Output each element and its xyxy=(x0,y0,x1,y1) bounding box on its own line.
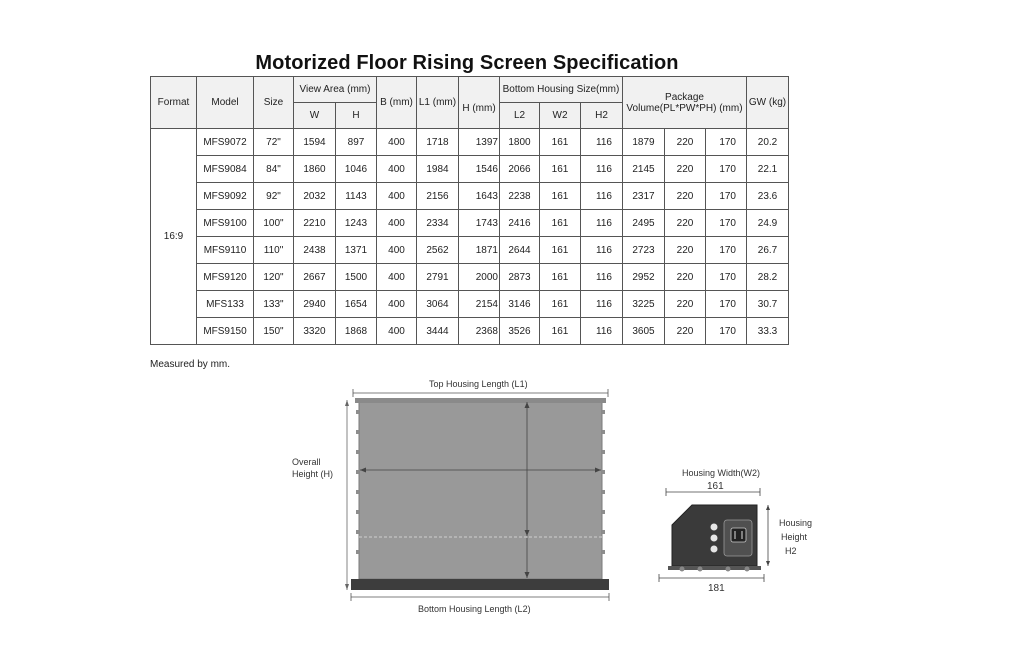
header-w2: W2 xyxy=(540,103,581,129)
w2-cell: 161 xyxy=(540,183,581,210)
b-cell: 400 xyxy=(377,291,417,318)
l1-cell: 3444 xyxy=(417,318,459,345)
model-cell: MFS9084 xyxy=(197,156,254,183)
b-cell: 400 xyxy=(377,318,417,345)
bottom-housing-bar xyxy=(351,579,609,590)
h2-cell: 116 xyxy=(581,237,623,264)
w2-value-label: 161 xyxy=(707,481,724,492)
pw-cell: 220 xyxy=(665,264,706,291)
pl-cell: 1879 xyxy=(623,129,665,156)
header-w: W xyxy=(294,103,336,129)
w2-cell: 161 xyxy=(540,237,581,264)
header-h2: H2 xyxy=(581,103,623,129)
pl-cell: 2145 xyxy=(623,156,665,183)
l1-cell: 1718 xyxy=(417,129,459,156)
housing-side-view xyxy=(659,488,770,582)
header-l1: L1 (mm) xyxy=(417,77,459,129)
pl-cell: 2317 xyxy=(623,183,665,210)
pl-cell: 3225 xyxy=(623,291,665,318)
pw-cell: 220 xyxy=(665,291,706,318)
w2-cell: 161 xyxy=(540,264,581,291)
hh-cell: 1871 xyxy=(459,237,500,264)
format-cell: 16:9 xyxy=(151,129,197,345)
header-size: Size xyxy=(254,77,294,129)
h-cell: 1868 xyxy=(336,318,377,345)
size-cell: 133" xyxy=(254,291,294,318)
housing-height-label-3: H2 xyxy=(785,546,797,556)
ph-cell: 170 xyxy=(706,156,747,183)
header-h-view: H xyxy=(336,103,377,129)
model-cell: MFS9092 xyxy=(197,183,254,210)
model-cell: MFS9120 xyxy=(197,264,254,291)
gw-cell: 28.2 xyxy=(747,264,789,291)
l1-cell: 2334 xyxy=(417,210,459,237)
pl-cell: 2723 xyxy=(623,237,665,264)
w-cell: 1860 xyxy=(294,156,336,183)
pw-cell: 220 xyxy=(665,318,706,345)
size-cell: 100" xyxy=(254,210,294,237)
h2-cell: 116 xyxy=(581,210,623,237)
l2-cell: 3146 xyxy=(500,291,540,318)
ph-cell: 170 xyxy=(706,210,747,237)
gw-cell: 30.7 xyxy=(747,291,789,318)
b-cell: 400 xyxy=(377,156,417,183)
l1-cell: 2791 xyxy=(417,264,459,291)
h2-cell: 116 xyxy=(581,291,623,318)
header-l2: L2 xyxy=(500,103,540,129)
pl-cell: 2952 xyxy=(623,264,665,291)
bottom-housing-label: Bottom Housing Length (L2) xyxy=(418,604,531,614)
pw-cell: 220 xyxy=(665,210,706,237)
hh-cell: 1397 xyxy=(459,129,500,156)
h-cell: 897 xyxy=(336,129,377,156)
hh-cell: 2154 xyxy=(459,291,500,318)
h2-cell: 116 xyxy=(581,156,623,183)
page-title: Motorized Floor Rising Screen Specification xyxy=(255,52,679,74)
power-socket xyxy=(731,528,746,542)
down-button xyxy=(711,546,718,553)
w2-cell: 161 xyxy=(540,156,581,183)
measurement-note: Measured by mm. xyxy=(150,359,231,370)
size-cell: 92" xyxy=(254,183,294,210)
up-button xyxy=(711,524,718,531)
top-housing-bar xyxy=(355,398,606,403)
model-cell: MFS9110 xyxy=(197,237,254,264)
top-housing-label: Top Housing Length (L1) xyxy=(429,379,528,389)
l1-cell: 1984 xyxy=(417,156,459,183)
l2-cell: 2066 xyxy=(500,156,540,183)
ph-cell: 170 xyxy=(706,291,747,318)
l2-cell: 2644 xyxy=(500,237,540,264)
w2-cell: 161 xyxy=(540,291,581,318)
w2-cell: 161 xyxy=(540,210,581,237)
gw-cell: 26.7 xyxy=(747,237,789,264)
stop-button xyxy=(711,535,718,542)
ph-cell: 170 xyxy=(706,264,747,291)
bottom-value-label: 181 xyxy=(708,583,725,594)
b-cell: 400 xyxy=(377,129,417,156)
b-cell: 400 xyxy=(377,264,417,291)
hh-cell: 1546 xyxy=(459,156,500,183)
ph-cell: 170 xyxy=(706,237,747,264)
header-bottom-housing: Bottom Housing Size(mm) xyxy=(500,77,623,103)
l1-cell: 2156 xyxy=(417,183,459,210)
header-format: Format xyxy=(151,77,197,129)
w-cell: 2438 xyxy=(294,237,336,264)
hh-cell: 1643 xyxy=(459,183,500,210)
housing-height-label-1: Housing xyxy=(779,518,813,528)
size-cell: 150" xyxy=(254,318,294,345)
overall-height-label-2: Height (H) xyxy=(292,469,334,479)
model-cell: MFS9100 xyxy=(197,210,254,237)
pw-cell: 220 xyxy=(665,129,706,156)
header-gw: GW (kg) xyxy=(747,77,789,129)
pl-cell: 3605 xyxy=(623,318,665,345)
h2-cell: 116 xyxy=(581,183,623,210)
h-cell: 1046 xyxy=(336,156,377,183)
pw-cell: 220 xyxy=(665,237,706,264)
h2-cell: 116 xyxy=(581,264,623,291)
l1-cell: 3064 xyxy=(417,291,459,318)
hh-cell: 2000 xyxy=(459,264,500,291)
housing-height-label-2: Height xyxy=(781,532,808,542)
pw-cell: 220 xyxy=(665,183,706,210)
size-cell: 84" xyxy=(254,156,294,183)
w-cell: 2940 xyxy=(294,291,336,318)
w-cell: 2667 xyxy=(294,264,336,291)
h-cell: 1371 xyxy=(336,237,377,264)
w2-cell: 161 xyxy=(540,318,581,345)
h-cell: 1143 xyxy=(336,183,377,210)
hh-cell: 2368 xyxy=(459,318,500,345)
w-cell: 3320 xyxy=(294,318,336,345)
w-cell: 1594 xyxy=(294,129,336,156)
hh-cell: 1743 xyxy=(459,210,500,237)
h2-cell: 116 xyxy=(581,129,623,156)
h-cell: 1654 xyxy=(336,291,377,318)
b-cell: 400 xyxy=(377,183,417,210)
screen-front-view xyxy=(345,389,609,601)
overall-height-label-1: Overall xyxy=(292,457,321,467)
screen-surface xyxy=(359,401,602,579)
pw-cell: 220 xyxy=(665,156,706,183)
model-cell: MFS9072 xyxy=(197,129,254,156)
size-cell: 110" xyxy=(254,237,294,264)
gw-cell: 33.3 xyxy=(747,318,789,345)
h2-cell: 116 xyxy=(581,318,623,345)
ph-cell: 170 xyxy=(706,318,747,345)
w-cell: 2032 xyxy=(294,183,336,210)
gw-cell: 22.1 xyxy=(747,156,789,183)
model-cell: MFS133 xyxy=(197,291,254,318)
b-cell: 400 xyxy=(377,237,417,264)
pl-cell: 2495 xyxy=(623,210,665,237)
l2-cell: 1800 xyxy=(500,129,540,156)
w-cell: 2210 xyxy=(294,210,336,237)
gw-cell: 20.2 xyxy=(747,129,789,156)
l2-cell: 2416 xyxy=(500,210,540,237)
w2-cell: 161 xyxy=(540,129,581,156)
model-cell: MFS9150 xyxy=(197,318,254,345)
ph-cell: 170 xyxy=(706,183,747,210)
header-model: Model xyxy=(197,77,254,129)
l2-cell: 3526 xyxy=(500,318,540,345)
gw-cell: 24.9 xyxy=(747,210,789,237)
header-b: B (mm) xyxy=(377,77,417,129)
header-h: H (mm) xyxy=(459,77,500,129)
header-view-area: View Area (mm) xyxy=(294,77,377,103)
l1-cell: 2562 xyxy=(417,237,459,264)
housing-width-label: Housing Width(W2) xyxy=(682,468,761,478)
size-cell: 72" xyxy=(254,129,294,156)
b-cell: 400 xyxy=(377,210,417,237)
l2-cell: 2238 xyxy=(500,183,540,210)
l2-cell: 2873 xyxy=(500,264,540,291)
ph-cell: 170 xyxy=(706,129,747,156)
gw-cell: 23.6 xyxy=(747,183,789,210)
h-cell: 1243 xyxy=(336,210,377,237)
h-cell: 1500 xyxy=(336,264,377,291)
header-package: Package Volume(PL*PW*PH) (mm) xyxy=(623,77,747,129)
size-cell: 120" xyxy=(254,264,294,291)
